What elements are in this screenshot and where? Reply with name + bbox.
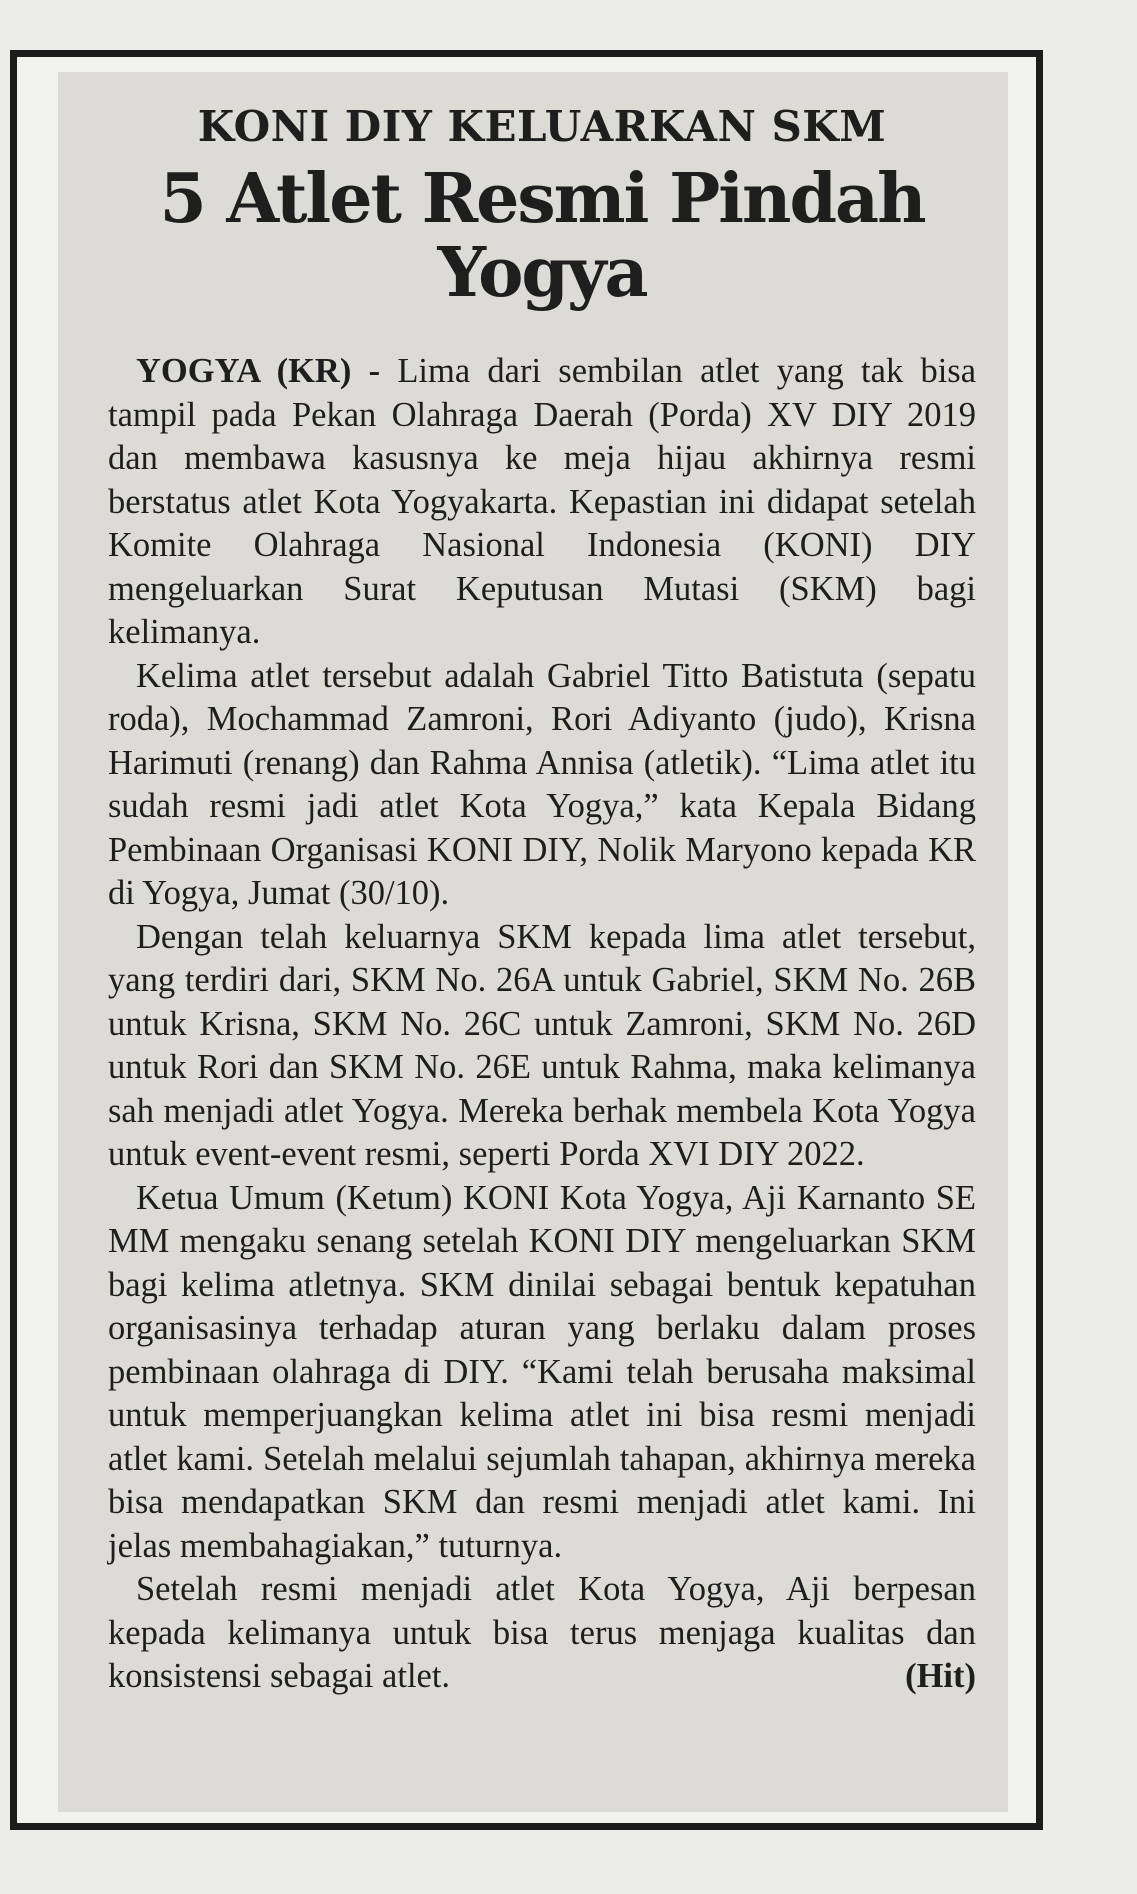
newspaper-clipping: [58, 72, 1008, 1812]
article-paragraph: [108, 1568, 976, 1699]
article-headline: 5 Atlet Resmi Pindah Yogya: [159, 159, 925, 313]
article-kicker: KONI DIY KELUARKAN SKM: [197, 102, 887, 151]
paragraph-text: Lima dari sembilan atlet yang tak bisa tampil pada Pekan Olahraga Daerah (Porda) XV DIY 2019 dan membawa kasusnya ke meja hijau akhirnya resmi berstatus atlet Kota Yogyakarta. Kepastian ini didapat setelah Komite Olahraga Nasional Indonesia (KONI) DIY mengeluarkan Surat Keputusan Mutasi (SKM) bagi kelimanya.: [108, 352, 977, 651]
article-paragraph: Kelima atlet tersebut adalah Gabriel Titto Batistuta (sepatu roda), Mochammad Zamroni, Rori Adiyanto (judo), Krisna Harimuti (renang) dan Rahma Annisa (atletik). “Lima atlet itu sudah resmi jadi atlet Kota Yogya,” kata Kepala Bidang Pembinaan Organisasi KONI DIY, Nolik Maryono kepada KR di Yogya, Jumat (30/10).: [108, 656, 976, 912]
article-credit: (Hit): [905, 1657, 976, 1695]
article-paragraph: Ketua Umum (Ketum) KONI Kota Yogya, Aji Karnanto SE MM mengaku senang setelah KONI DIY mengeluarkan SKM bagi kelima atletnya. SKM dinilai sebagai bentuk kepatuhan organisasinya terhadap aturan yang berlaku dalam proses pembinaan olahraga di DIY. “Kami telah berusaha maksimal untuk memperjuangkan kelima atlet ini bisa resmi menjadi atlet kami. Setelah melalui sejumlah tahapan, akhirnya mereka bisa mendapatkan SKM dan resmi menjadi atlet kami. Ini jelas membahagiakan,” tuturnya.: [108, 1178, 976, 1565]
article-paragraph: [108, 350, 976, 655]
article-body: [108, 350, 976, 1699]
paragraph-text: Setelah resmi menjadi atlet Kota Yogya, Aji berpesan kepada kelimanya untuk bisa terus menjaga kualitas dan konsistensi sebagai atlet.: [108, 1570, 976, 1695]
article-paragraph: Dengan telah keluarnya SKM kepada lima atlet tersebut, yang terdiri dari, SKM No. 26A untuk Gabriel, SKM No. 26B untuk Krisna, SKM No. 26C untuk Zamroni, SKM No. 26D untuk Rori dan SKM No. 26E untuk Rahma, maka kelimanya sah menjadi atlet Yogya. Mereka berhak membela Kota Yogya untuk event-event resmi, seperti Porda XVI DIY 2022.: [108, 917, 976, 1173]
article-dateline: YOGYA (KR) -: [136, 352, 381, 390]
